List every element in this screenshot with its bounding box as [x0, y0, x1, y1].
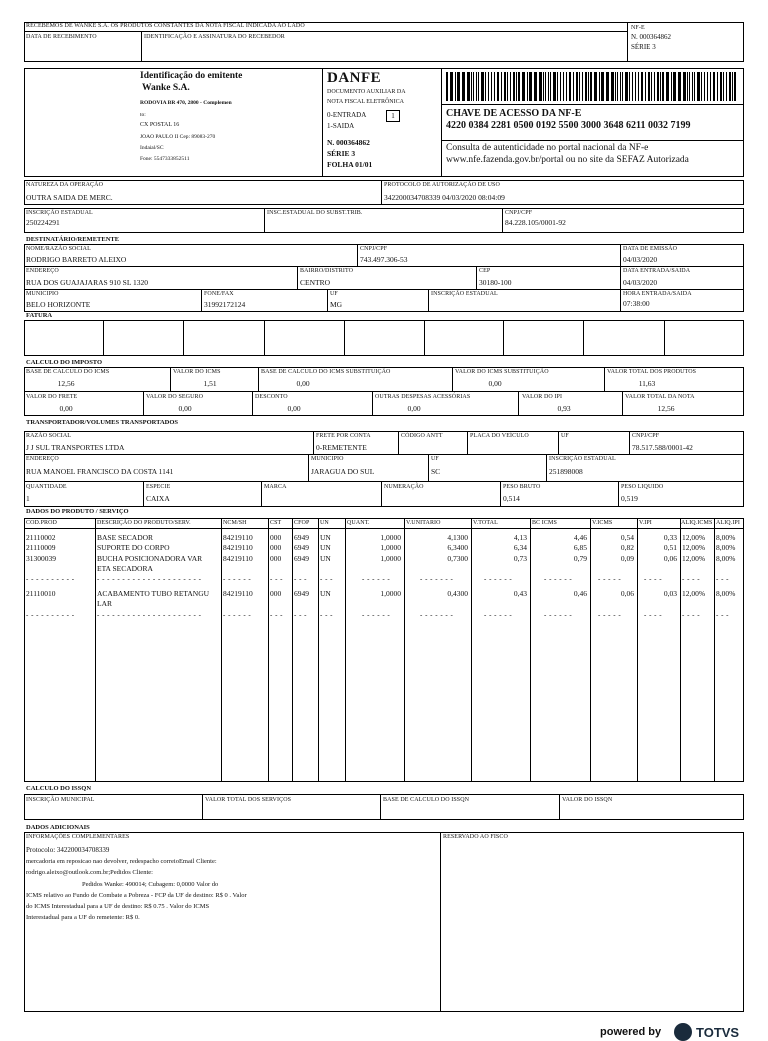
emitente-uf: Indaial/SC: [140, 145, 164, 151]
row-separator: - - - - - -: [223, 575, 252, 583]
canhoto-nfe: NF-E: [631, 25, 645, 31]
data-recebimento-label: DATA DE RECEBIMENTO: [26, 34, 97, 40]
destinatario-section: DESTINATÁRIO/REMETENTE: [26, 236, 120, 243]
col-cfop: CFOP: [294, 520, 310, 526]
transp-bruto-label: PESO BRUTO: [503, 484, 541, 490]
item-1-qtd: 1,0000: [380, 533, 401, 542]
iest-label: INSC.ESTADUAL DO SUBST.TRIB.: [267, 210, 363, 216]
transp-razao: J J SUL TRANSPORTES LTDA: [26, 443, 125, 452]
item-1-vtotal: 4,13: [513, 533, 527, 542]
info-line-1: Protocolo: 342200034708339: [26, 846, 110, 854]
imp-outras: 0,00: [407, 404, 421, 413]
dest-hora-label: HORA ENTRADA/SAIDA: [623, 291, 692, 297]
transp-qtd-label: QUANTIDADE: [26, 484, 67, 490]
row-separator: - - - - - -: [544, 575, 573, 583]
danfe-sub2: NOTA FISCAL ELETRÔNICA: [327, 99, 404, 105]
row-separator: - - - - - - - - - -: [26, 575, 75, 583]
item-4-bc: 0,46: [573, 589, 587, 598]
transp-endereco-label: ENDEREÇO: [26, 456, 59, 462]
col-vunit: V.UNITARIO: [406, 520, 441, 526]
row-separator: - - - - - - - - - -: [26, 611, 75, 619]
fatura-section: FATURA: [26, 312, 53, 319]
transp-uf2-label: UF: [431, 456, 439, 462]
transp-bruto: 0,514: [503, 494, 520, 503]
issqn-servicos-label: VALOR TOTAL DOS SERVIÇOS: [205, 797, 292, 803]
imp-desconto: 0,00: [287, 404, 301, 413]
dest-endereco: RUA DOS GUAJAJARAS 910 SL 1320: [26, 278, 149, 287]
item-3-bc: 0,79: [573, 554, 587, 563]
info-line-5: ICMS relativo ao Fundo de Combate a Pobreza - FCP da UF de destino: R$ 0 . Valor: [26, 892, 247, 899]
issqn-bc-label: BASE DE CALCULO DO ISSQN: [383, 797, 470, 803]
item-3-vicms: 0,09: [620, 554, 634, 563]
item-1-bc: 4,46: [573, 533, 587, 542]
item-1-vunit: 4,1300: [447, 533, 468, 542]
col-aliqipi: ALIQ.IPI: [716, 520, 740, 526]
canhoto-recebemos: RECEBEMOS DE WANKE S.A. OS PRODUTOS CONSTANTES DA NOTA FISCAL INDICADA AO LADO: [26, 23, 305, 29]
fisco-label: RESERVADO AO FISCO: [443, 834, 508, 840]
dest-bairro-label: BAIRRO/DISTRITO: [300, 268, 354, 274]
consulta-linha2: www.nfe.fazenda.gov.br/portal ou no site da SEFAZ Autorizada: [446, 155, 689, 165]
item-4-ncm: 84219110: [223, 589, 253, 598]
danfe-tipo-box: 1: [386, 110, 400, 122]
item-1-ncm: 84219110: [223, 533, 253, 542]
dest-emissao: 04/03/2020: [623, 255, 658, 264]
powered-by: powered by: [600, 1026, 662, 1038]
col-cst: CST: [270, 520, 282, 526]
imp-frete: 0,00: [59, 404, 73, 413]
item-2-cfop: 6949: [294, 543, 309, 552]
item-2-cst: 000: [270, 543, 282, 552]
imp-ipi: 0,93: [557, 404, 571, 413]
item-2-qtd: 1,0000: [380, 543, 401, 552]
danfe-sub1: DOCUMENTO AUXILIAR DA: [327, 89, 406, 95]
col-vipi: V.IPI: [639, 520, 652, 526]
row-separator: - - -: [270, 575, 283, 583]
adicionais-section: DADOS ADICIONAIS: [26, 824, 90, 831]
canhoto-serie: SÉRIE 3: [631, 43, 656, 51]
dest-fone-label: FONE/FAX: [204, 291, 234, 297]
dest-municipio-label: MUNICIPIO: [26, 291, 59, 297]
inscricao-row: [24, 208, 744, 233]
item-2-vunit: 6,3400: [447, 543, 468, 552]
item-2-aipi: 8,00%: [716, 543, 736, 552]
dest-bairro: CENTRO: [300, 278, 330, 287]
transp-numeracao-label: NUMERAÇÃO: [384, 484, 424, 490]
barcode-bar: [736, 72, 738, 101]
item-1-cst: 000: [270, 533, 282, 542]
col-vicms: V.ICMS: [592, 520, 613, 526]
protocolo-value: 342200034708339 04/03/2020 08:04:09: [384, 193, 505, 202]
item-3-vtotal: 0,73: [513, 554, 527, 563]
emitente-titulo: Identificação do emitente: [140, 71, 243, 81]
item-2-vicms: 0,82: [620, 543, 634, 552]
col-desc: DESCRIÇÃO DO PRODUTO/SERV.: [97, 520, 191, 526]
item-4-qtd: 1,0000: [380, 589, 401, 598]
item-3-desc2: ETA SECADORA: [97, 564, 153, 573]
col-cod: COD.PROD: [26, 520, 57, 526]
row-separator: - - -: [716, 611, 729, 619]
imp-seguro: 0,00: [178, 404, 192, 413]
dest-endereco-label: ENDEREÇO: [26, 268, 59, 274]
item-1-vipi: 0,33: [663, 533, 677, 542]
item-1-desc: BASE SECADOR: [97, 533, 154, 542]
transp-marca-label: MARCA: [264, 484, 287, 490]
item-1-un: UN: [320, 533, 331, 542]
row-separator: - - - - - - - - - - - - - - - - - - - - -: [97, 575, 202, 583]
item-3-vipi: 0,06: [663, 554, 677, 563]
item-4-cod: 21110010: [26, 589, 56, 598]
danfe-titulo: DANFE: [327, 70, 382, 86]
imp-frete-label: VALOR DO FRETE: [26, 394, 78, 400]
col-un: UN: [320, 520, 329, 526]
row-separator: - - - - - - - - - - - - - - - - - - - - -: [97, 611, 202, 619]
row-separator: - - -: [294, 575, 307, 583]
row-separator: - - -: [270, 611, 283, 619]
col-aliqicms: ALIQ.ICMS: [681, 520, 713, 526]
danfe-numero: N. 000364862: [327, 138, 370, 147]
dest-saida-label: DATA ENTRADA/SAIDA: [623, 268, 691, 274]
cnpj-value: 84.228.105/0001-92: [505, 218, 566, 227]
emitente-linha2: to:: [140, 112, 146, 118]
dest-cep: 30180-100: [479, 278, 512, 287]
dest-nome: RODRIGO BARRETO ALEIXO: [26, 255, 127, 264]
transp-liquido-label: PESO LIQUIDO: [621, 484, 664, 490]
imp-icms-label: VALOR DO ICMS: [173, 369, 221, 375]
dest-ie-label: INSCRIÇÃO ESTADUAL: [431, 291, 498, 297]
row-separator: - - - - - -: [544, 611, 573, 619]
imp-bc-icms: 12,56: [57, 379, 75, 388]
info-line-2: mercadoria em reposicao nao devolver, redespacho correioEmail Cliente:: [26, 858, 217, 865]
dest-hora: 07:38:00: [623, 299, 650, 308]
info-line-7: Interestadual para a UF do remetente: R$ 0.: [26, 914, 140, 921]
imp-outras-label: OUTRAS DESPESAS ACESSÓRIAS: [375, 394, 471, 400]
dest-uf: MG: [330, 300, 343, 309]
transp-antt-label: CÓDIGO ANTT: [401, 433, 443, 439]
imp-total-prod: 11,63: [638, 379, 656, 388]
ie-label: INSCRIÇÃO ESTADUAL: [26, 210, 93, 216]
imp-icms: 1,51: [203, 379, 217, 388]
transp-frete: 0-REMETENTE: [316, 443, 367, 452]
imp-total-nota: 12,56: [657, 404, 675, 413]
item-4-aipi: 8,00%: [716, 589, 736, 598]
transp-ie-label: INSCRIÇÃO ESTADUAL: [549, 456, 616, 462]
col-ncm: NCM/SH: [223, 520, 247, 526]
protocolo-label: PROTOCOLO DE AUTORIZAÇÃO DE USO: [384, 182, 500, 188]
item-4-un: UN: [320, 589, 331, 598]
item-4-vunit: 0,4300: [447, 589, 468, 598]
row-separator: - - -: [320, 575, 333, 583]
item-4-cfop: 6949: [294, 589, 309, 598]
col-bcicms: BC ICMS: [532, 520, 557, 526]
item-2-aicms: 12,00%: [682, 543, 706, 552]
item-4-vipi: 0,03: [663, 589, 677, 598]
transportador-section: TRANSPORTADOR/VOLUMES TRANSPORTADOS: [26, 419, 179, 426]
dest-saida: 04/03/2020: [623, 278, 658, 287]
transp-endereco: RUA MANOEL FRANCISCO DA COSTA 1141: [26, 467, 174, 476]
item-3-aicms: 12,00%: [682, 554, 706, 563]
imp-icms-st: 0,00: [488, 379, 502, 388]
imp-bc-st-label: BASE DE CALCULO DO ICMS SUBSTITUIÇÃO: [261, 369, 391, 375]
cnpj-label: CNPJ/CPF: [505, 210, 533, 216]
canhoto-numero: N. 000364862: [631, 33, 672, 41]
dest-emissao-label: DATA DE EMISSÃO: [623, 246, 678, 252]
item-2-vipi: 0,51: [663, 543, 677, 552]
transp-frete-label: FRETE POR CONTA: [316, 433, 371, 439]
dest-fone: 31992172124: [204, 300, 246, 309]
item-1-cfop: 6949: [294, 533, 309, 542]
emitente-linha3: CX POSTAL 16: [140, 122, 180, 128]
info-line-6: do ICMS Interestadual para a UF de destino: R$ 0.75 . Valor do ICMS: [26, 903, 210, 910]
item-1-vicms: 0,54: [620, 533, 634, 542]
transp-uf-label: UF: [561, 433, 569, 439]
issqn-im-label: INSCRIÇÃO MUNICIPAL: [26, 797, 95, 803]
fatura-block: [24, 320, 744, 356]
totvs-logo-icon: [674, 1023, 692, 1041]
transp-liquido: 0,519: [621, 494, 638, 503]
item-4-aicms: 12,00%: [682, 589, 706, 598]
item-4-vtotal: 0,43: [513, 589, 527, 598]
chave-label: CHAVE DE ACESSO DA NF-E: [446, 108, 582, 119]
access-key-barcode: [446, 72, 740, 101]
row-separator: - - - -: [644, 611, 663, 619]
transp-placa-label: PLACA DO VEÍCULO: [470, 433, 529, 439]
item-1-aipi: 8,00%: [716, 533, 736, 542]
row-separator: - - - - - -: [223, 611, 252, 619]
row-separator: - - - -: [682, 611, 701, 619]
danfe-saida: 1-SAIDA: [327, 122, 355, 130]
dest-nome-label: NOME/RAZÃO SOCIAL: [26, 246, 91, 252]
dest-cpf: 743.497.306-53: [360, 255, 408, 264]
row-separator: - - - -: [682, 575, 701, 583]
row-separator: - - - - - - -: [420, 611, 454, 619]
row-separator: - - - - - -: [484, 575, 513, 583]
item-3-un: UN: [320, 554, 331, 563]
item-3-qtd: 1,0000: [380, 554, 401, 563]
transp-cnpj-label: CNPJ/CPF: [632, 433, 660, 439]
transp-especie-label: ESPECIE: [146, 484, 171, 490]
imp-desconto-label: DESCONTO: [255, 394, 288, 400]
imp-icms-st-label: VALOR DO ICMS SUBSTITUIÇÃO: [455, 369, 549, 375]
dest-uf-label: UF: [330, 291, 338, 297]
col-vtotal: V.TOTAL: [473, 520, 498, 526]
row-separator: - - - - - - -: [420, 575, 454, 583]
item-2-ncm: 84219110: [223, 543, 253, 552]
transp-razao-label: RAZÃO SOCIAL: [26, 433, 72, 439]
imp-ipi-label: VALOR DO IPI: [522, 394, 563, 400]
item-2-vtotal: 6,34: [513, 543, 527, 552]
issqn-valor-label: VALOR DO ISSQN: [562, 797, 613, 803]
transp-qtd: 1: [26, 494, 30, 503]
danfe-folha: FOLHA 01/01: [327, 160, 373, 169]
item-2-un: UN: [320, 543, 331, 552]
item-3-aipi: 8,00%: [716, 554, 736, 563]
dest-cep-label: CEP: [479, 268, 491, 274]
dest-municipio: BELO HORIZONTE: [26, 300, 91, 309]
imp-total-prod-label: VALOR TOTAL DOS PRODUTOS: [607, 369, 697, 375]
row-separator: - - -: [320, 611, 333, 619]
emitente-fone: Fone: 5547333852511: [140, 156, 190, 162]
imposto-section: CALCULO DO IMPOSTO: [26, 359, 103, 366]
item-2-cod: 21110009: [26, 543, 56, 552]
produtos-section: DADOS DO PRODUTO / SERVIÇO: [26, 508, 129, 515]
transp-cnpj: 78.517.588/0001-42: [632, 443, 693, 452]
imp-bc-st: 0,00: [296, 379, 310, 388]
col-quant: QUANT.: [347, 520, 370, 526]
imp-total-nota-label: VALOR TOTAL DA NOTA: [625, 394, 695, 400]
chave-valor: 4220 0384 2281 0500 0192 5500 3000 3648 6211 0032 7199: [446, 120, 691, 131]
transp-uf2: SC: [431, 467, 441, 476]
totvs-brand: TOTVS: [696, 1025, 740, 1040]
transp-municipio-label: MUNICIPIO: [311, 456, 344, 462]
ie-value: 250224291: [26, 218, 60, 227]
item-1-cod: 21110002: [26, 533, 56, 542]
danfe-entrada: 0-ENTRADA: [327, 111, 367, 119]
item-2-desc: SUPORTE DO CORPO: [97, 543, 170, 552]
row-separator: - - - - - -: [484, 611, 513, 619]
item-3-cst: 000: [270, 554, 282, 563]
imp-seguro-label: VALOR DO SEGURO: [146, 394, 204, 400]
item-1-aicms: 12,00%: [682, 533, 706, 542]
assinatura-label: IDENTIFICAÇÃO E ASSINATURA DO RECEBEDOR: [144, 34, 285, 40]
item-3-ncm: 84219110: [223, 554, 253, 563]
row-separator: - - - - -: [598, 611, 622, 619]
row-separator: - - - - -: [598, 575, 622, 583]
natureza-label: NATUREZA DA OPERAÇÃO: [26, 182, 104, 188]
item-2-bc: 6,85: [573, 543, 587, 552]
item-4-desc: ACABAMENTO TUBO RETANGU: [97, 589, 210, 598]
info-line-3: rodrigo.aleixo@outlook.com.br;Pedidos Cliente:: [26, 869, 153, 876]
emitente-endereco: RODOVIA BR 470, 2800 - Complemen: [140, 100, 232, 106]
consulta-linha1: Consulta de autenticidade no portal nacional da NF-e: [446, 143, 649, 153]
emitente-cidade: JOAO PAULO II Cep: 89083-270: [140, 134, 216, 140]
issqn-section: CALCULO DO ISSQN: [26, 785, 92, 792]
row-separator: - - - - - -: [362, 611, 391, 619]
row-separator: - - -: [716, 575, 729, 583]
item-4-cst: 000: [270, 589, 282, 598]
info-line-4: Pedidos Wanke: 490014; Cubagem: 0,0000 Valor do: [82, 881, 219, 888]
dest-cpf-label: CNPJ/CPF: [360, 246, 388, 252]
row-separator: - - - - - -: [362, 575, 391, 583]
emitente-nome: Wanke S.A.: [142, 83, 190, 93]
danfe-serie: SÉRIE 3: [327, 149, 356, 158]
item-3-cfop: 6949: [294, 554, 309, 563]
transp-ie: 251898008: [549, 467, 583, 476]
imp-bc-icms-label: BASE DE CALCULO DO ICMS: [26, 369, 110, 375]
item-3-desc: BUCHA POSICIONADORA VAR: [97, 554, 203, 563]
item-4-desc2: LAR: [97, 599, 112, 608]
item-3-cod: 31300039: [26, 554, 56, 563]
item-3-vunit: 0,7300: [447, 554, 468, 563]
natureza-value: OUTRA SAIDA DE MERC.: [26, 193, 113, 202]
item-4-vicms: 0,06: [620, 589, 634, 598]
row-separator: - - - -: [644, 575, 663, 583]
transp-municipio: JARAGUA DO SUL: [311, 467, 375, 476]
info-comp-label: INFORMAÇÕES COMPLEMENTARES: [26, 834, 130, 840]
row-separator: - - -: [294, 611, 307, 619]
transp-especie: CAIXA: [146, 494, 170, 503]
